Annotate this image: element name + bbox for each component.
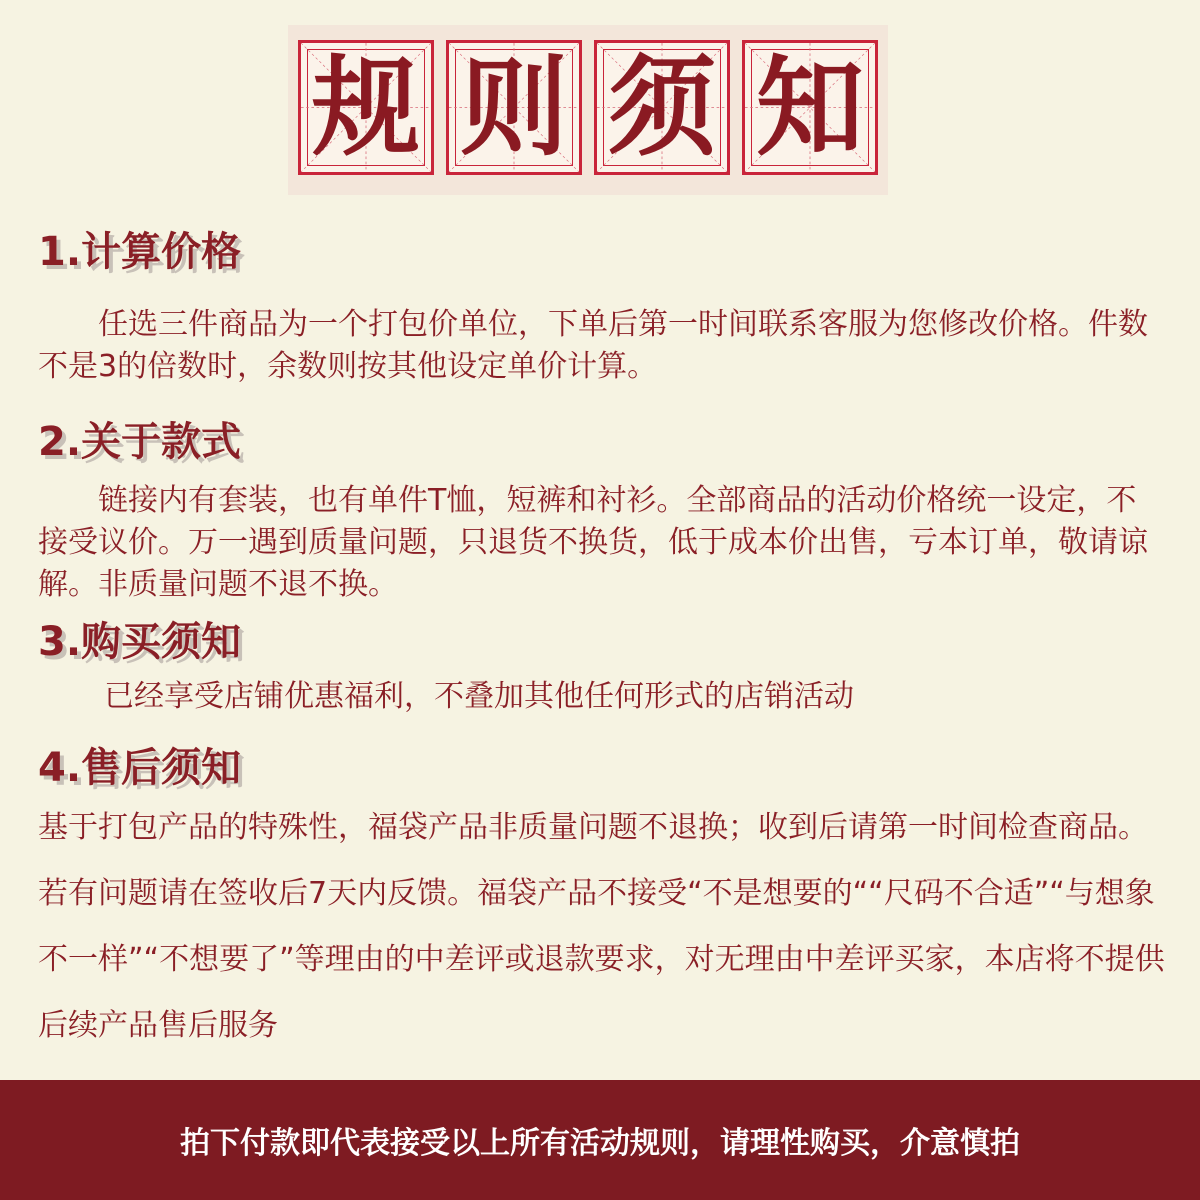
footer-notice: 拍下付款即代表接受以上所有活动规则，请理性购买，介意慎拍	[180, 1126, 1020, 1161]
footer-banner	[0, 1080, 1200, 1200]
section-body-purchase: 已经享受店铺优惠福利，不叠加其他任何形式的店销活动	[104, 679, 854, 714]
section-body-pricing: 任选三件商品为一个打包价单位，下单后第一时间联系客服为您修改价格。件数不是3的倍数时，余数则按其他设定单价计算。	[38, 307, 1148, 384]
title-char-box	[742, 40, 878, 175]
title-char: 则	[459, 44, 568, 171]
section-heading-aftersales: 4.售后须知	[38, 745, 242, 791]
section-heading-pricing: 1.计算价格	[38, 229, 242, 275]
title-char: 知	[755, 44, 864, 171]
section-heading-styles: 2.关于款式	[38, 419, 242, 465]
section-body-aftersales: 基于打包产品的特殊性，福袋产品非质量问题不退换；收到后请第一时间检查商品。若有问题请在签收后7天内反馈。福袋产品不接受“不是想要的““尺码不合适”“与想象不一样”“不想要了”等理由的中差评或退款要求，对无理由中差评买家，本店将不提供后续产品售后服务	[38, 810, 1165, 1043]
title-char: 规	[311, 44, 420, 171]
section-body-styles: 链接内有套装，也有单件T恤，短裤和衬衫。全部商品的活动价格统一设定，不接受议价。万一遇到质量问题，只退货不换货，低于成本价出售，亏本订单，敬请谅解。非质量问题不退不换。	[38, 483, 1148, 602]
title-char-box	[298, 40, 434, 175]
section-heading-purchase: 3.购买须知	[38, 619, 242, 665]
title-char-box	[594, 40, 730, 175]
page-title	[298, 40, 878, 175]
title-char-box	[446, 40, 582, 175]
title-char: 须	[607, 44, 716, 171]
